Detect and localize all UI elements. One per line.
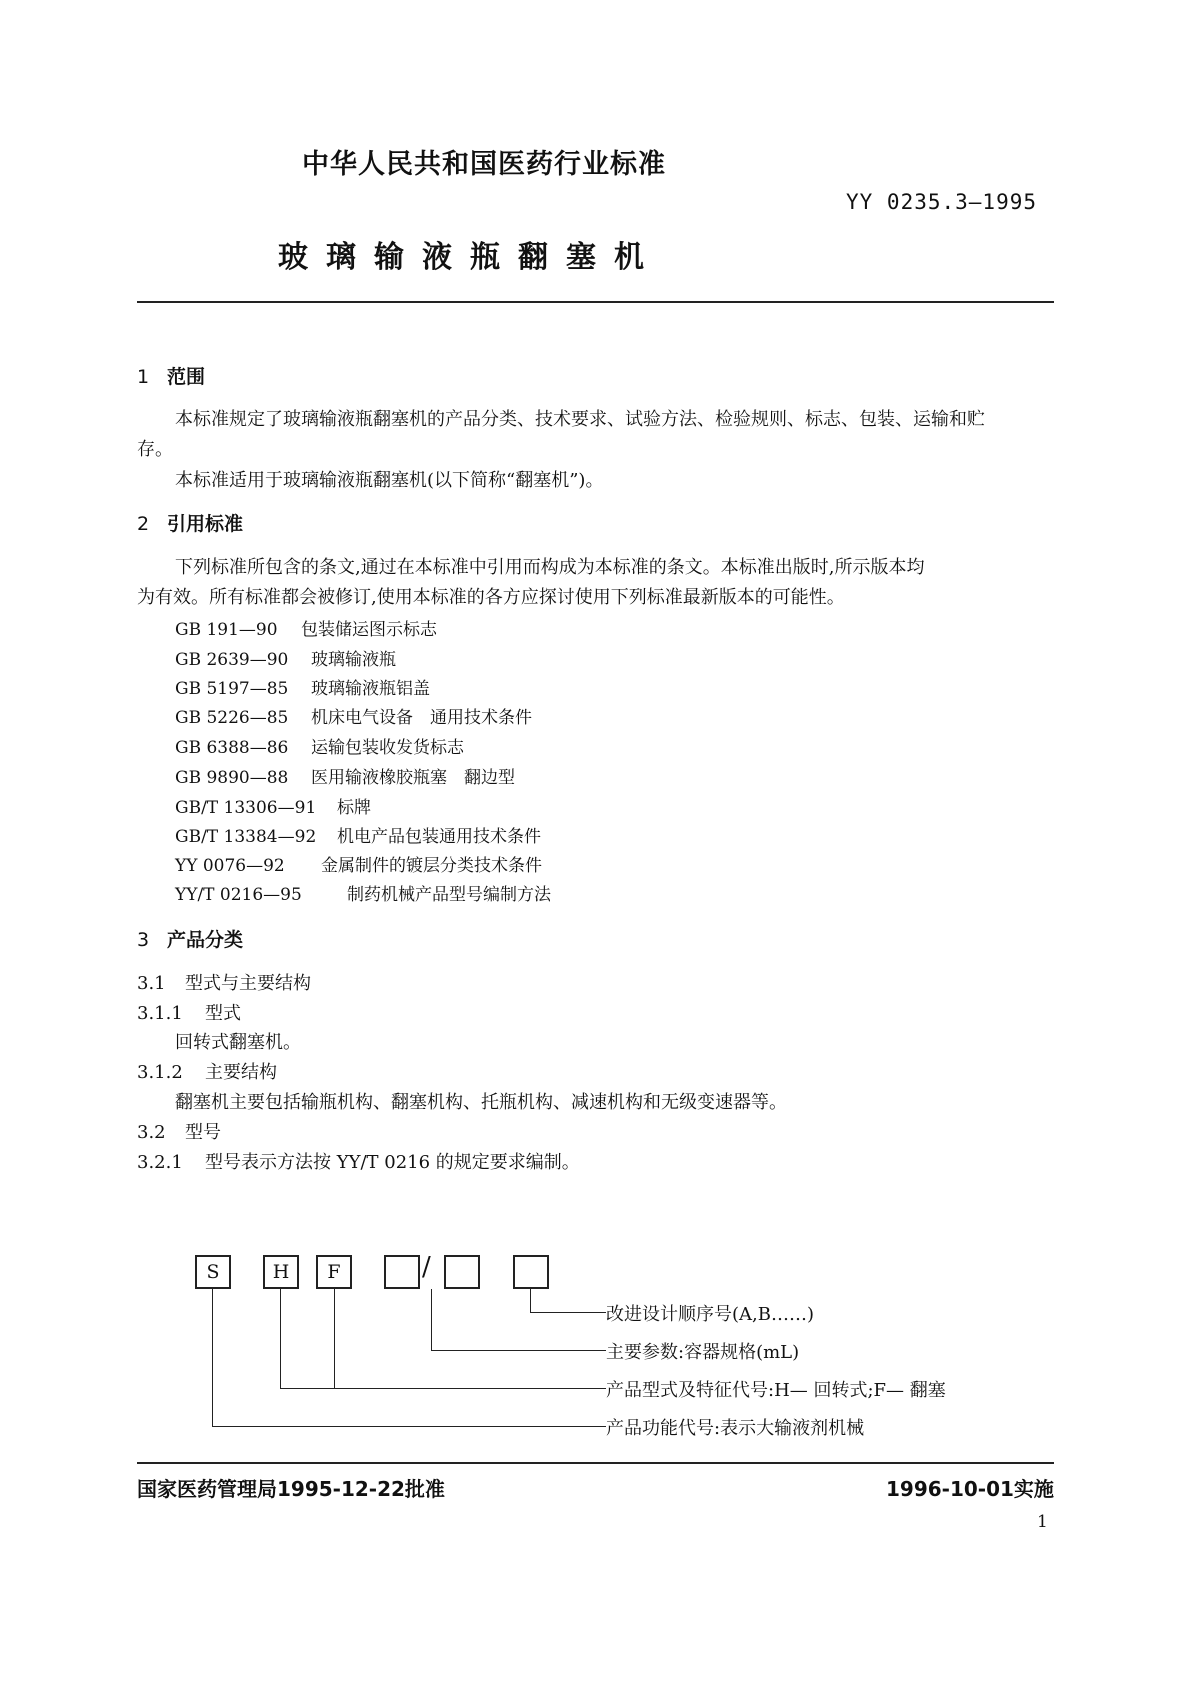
reference-name: 玻璃输液瓶 — [311, 650, 396, 670]
issuing-authority: 中华人民共和国医药行业标准 — [302, 149, 666, 180]
reference-code: GB 5226—85 — [175, 708, 289, 728]
reference-code: GB/T 13384—92 — [175, 827, 317, 847]
reference-name: 玻璃输液瓶铝盖 — [311, 679, 430, 699]
reference-item — [175, 645, 396, 670]
reference-name: 机电产品包装通用技术条件 — [337, 827, 541, 847]
section-3-1-title: 型式与主要结构 — [185, 973, 311, 994]
model-slash: / — [422, 1252, 431, 1282]
leader-revision-horizontal — [530, 1312, 606, 1313]
reference-code: GB 6388—86 — [175, 738, 289, 758]
reference-code: GB/T 13306—91 — [175, 798, 317, 818]
model-box-h: H — [263, 1255, 299, 1289]
leader-function-vertical — [212, 1289, 213, 1427]
section-3-1-1-title: 型式 — [205, 1003, 241, 1024]
reference-item — [175, 851, 542, 876]
reference-name: 机床电气设备 通用技术条件 — [311, 708, 532, 728]
reference-item — [175, 703, 532, 728]
reference-name: 金属制件的镀层分类技术条件 — [321, 856, 542, 876]
header-divider — [137, 301, 1054, 303]
section-2-para-line-1: 下列标准所包含的条文,通过在本标准中引用而构成为本标准的条文。本标准出版时,所示版本均 — [175, 557, 925, 578]
label-revision: 改进设计顺序号(A,B……) — [606, 1304, 814, 1325]
section-3-1-1-heading — [137, 999, 241, 1025]
reference-code: YY 0076—92 — [175, 856, 285, 876]
section-2-number: 2 — [137, 513, 150, 535]
model-box-param-b — [444, 1255, 480, 1289]
leader-type-h-vertical — [280, 1289, 281, 1389]
section-3-1-2-number: 3.1.2 — [137, 1062, 183, 1083]
section-1-number: 1 — [137, 366, 150, 388]
reference-name: 包装储运图示标志 — [301, 620, 437, 640]
label-type: 产品型式及特征代号:H— 回转式;F— 翻塞 — [606, 1380, 946, 1401]
reference-name: 制药机械产品型号编制方法 — [347, 885, 551, 905]
section-3-2-heading — [137, 1118, 221, 1144]
section-3-1-number: 3.1 — [137, 973, 166, 994]
label-function: 产品功能代号:表示大输液剂机械 — [606, 1418, 865, 1439]
section-3-1-1-text: 回转式翻塞机。 — [175, 1032, 301, 1053]
reference-code: GB 5197—85 — [175, 679, 289, 699]
leader-function-horizontal — [212, 1426, 606, 1427]
section-3-2-title: 型号 — [185, 1122, 221, 1143]
reference-code: YY/T 0216—95 — [175, 885, 302, 905]
section-3-1-2-text: 翻塞机主要包括输瓶机构、翻塞机构、托瓶机构、减速机构和无级变速器等。 — [175, 1092, 787, 1113]
page-number: 1 — [1037, 1512, 1048, 1532]
section-3-2-1-number: 3.2.1 — [137, 1152, 183, 1173]
section-3-2-number: 3.2 — [137, 1122, 166, 1143]
approval-date: 国家医药管理局1995-12-22批准 — [137, 1477, 445, 1501]
section-3-heading — [137, 925, 243, 952]
reference-item — [175, 763, 515, 788]
reference-item — [175, 880, 551, 905]
reference-item — [175, 733, 464, 758]
section-1-heading — [137, 362, 205, 389]
section-2-para-line-2: 为有效。所有标准都会被修订,使用本标准的各方应探讨使用下列标准最新版本的可能性。 — [137, 587, 845, 608]
section-3-1-2-title: 主要结构 — [205, 1062, 277, 1083]
reference-name: 医用输液橡胶瓶塞 翻边型 — [311, 768, 515, 788]
reference-item — [175, 793, 371, 818]
section-1-para-1-line-2: 存。 — [137, 439, 173, 460]
section-2-title: 引用标准 — [167, 513, 244, 535]
label-param: 主要参数:容器规格(mL) — [606, 1342, 800, 1363]
section-3-2-1-line — [137, 1148, 580, 1174]
section-1-para-2: 本标准适用于玻璃输液瓶翻塞机(以下简称“翻塞机”)。 — [175, 470, 604, 491]
reference-code: GB 191—90 — [175, 620, 278, 640]
footer-divider — [137, 1462, 1054, 1464]
reference-item — [175, 615, 437, 640]
section-3-number: 3 — [137, 929, 150, 951]
section-1-title: 范围 — [167, 366, 206, 388]
model-box-f: F — [316, 1255, 352, 1289]
model-box-revision — [513, 1255, 549, 1289]
leader-param-horizontal — [431, 1350, 606, 1351]
section-3-title: 产品分类 — [167, 929, 244, 951]
section-1-para-1-line-1: 本标准规定了玻璃输液瓶翻塞机的产品分类、技术要求、试验方法、检验规则、标志、包装、运输和贮 — [175, 409, 985, 430]
reference-item — [175, 674, 430, 699]
leader-type-horizontal — [280, 1388, 606, 1389]
leader-param-vertical — [431, 1289, 432, 1351]
reference-name: 标牌 — [337, 798, 371, 818]
reference-name: 运输包装收发货标志 — [311, 738, 464, 758]
section-3-1-1-number: 3.1.1 — [137, 1003, 183, 1024]
reference-code: GB 2639—90 — [175, 650, 289, 670]
section-3-1-heading — [137, 969, 311, 995]
section-2-heading — [137, 509, 243, 536]
document-title: 玻璃输液瓶翻塞机 — [278, 240, 662, 275]
section-3-2-1-text: 型号表示方法按 YY/T 0216 的规定要求编制。 — [205, 1152, 580, 1173]
reference-code: GB 9890—88 — [175, 768, 289, 788]
section-3-1-2-heading — [137, 1058, 277, 1084]
standard-code: YY 0235.3—1995 — [846, 190, 1038, 214]
model-box-param-a — [384, 1255, 420, 1289]
leader-revision-vertical — [530, 1289, 531, 1313]
effective-date: 1996-10-01实施 — [886, 1477, 1054, 1501]
reference-item — [175, 822, 541, 847]
model-box-s: S — [195, 1255, 231, 1289]
leader-type-f-vertical — [334, 1289, 335, 1389]
